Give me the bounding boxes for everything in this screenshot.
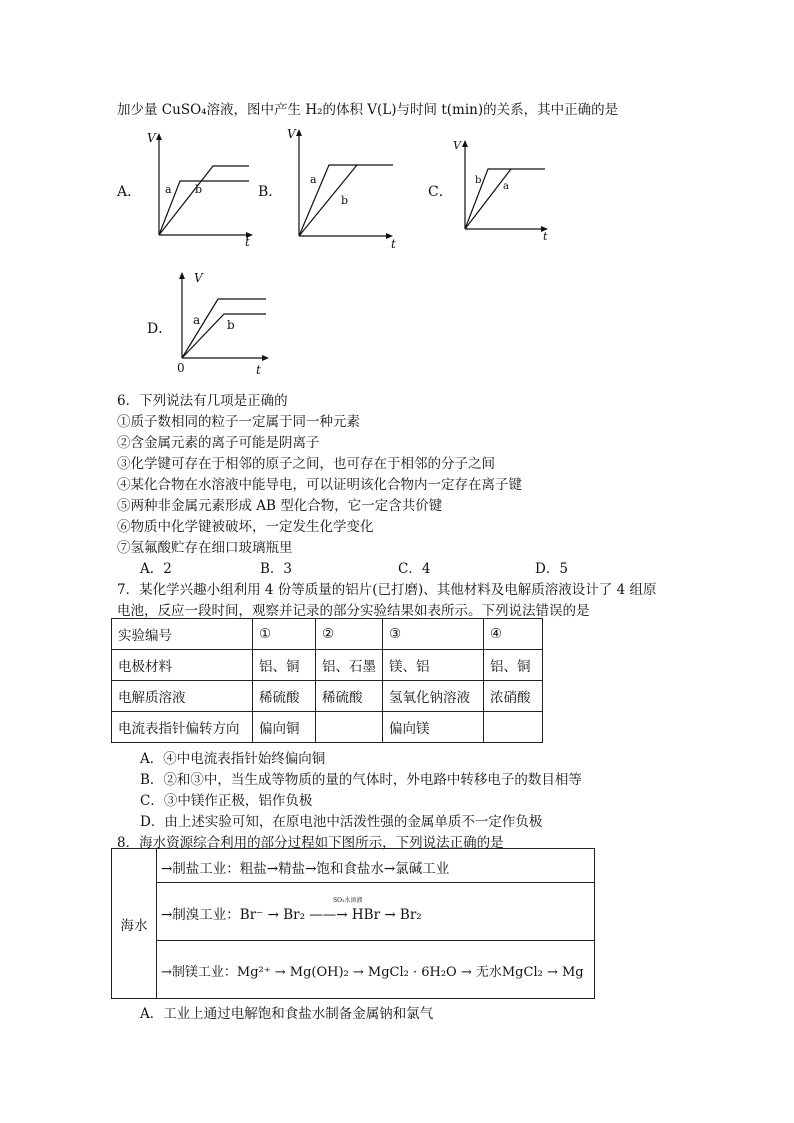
table-cell: ① bbox=[253, 619, 316, 650]
t-axis-label: t bbox=[245, 235, 250, 249]
table-cell: ② bbox=[316, 619, 383, 650]
graph-d bbox=[168, 268, 278, 380]
label-a: a bbox=[165, 183, 172, 196]
choice-b-label: B． bbox=[258, 184, 283, 200]
table-cell: 铝、石墨 bbox=[316, 650, 383, 681]
q7-option-d: D．由上述实验可知，在原电池中活泼性强的金属单质不一定作负极 bbox=[140, 814, 543, 830]
question-intro-line: 加少量 CuSO₄溶液，图中产生 H₂的体积 V(L)与时间 t(min)的关系，其中正确的是 bbox=[117, 102, 619, 118]
choice-c-label: C． bbox=[428, 184, 453, 200]
graph-a bbox=[145, 130, 260, 249]
table-cell: 氢氧化钠溶液 bbox=[383, 681, 484, 712]
label-b: b bbox=[475, 175, 482, 186]
table-row bbox=[112, 681, 543, 712]
line-a bbox=[465, 169, 511, 229]
q6-item: ⑤两种非金属元素形成 AB 型化合物，它一定含共价键 bbox=[117, 498, 443, 514]
seawater-label: 海水 bbox=[112, 849, 157, 998]
q6-item: ④某化合物在水溶液中能导电，可以证明该化合物内一定存在离子键 bbox=[117, 477, 522, 493]
q7-option-b: B．②和③中，当生成等物质的量的气体时，外电路中转移电子的数目相等 bbox=[140, 772, 582, 788]
q7-stem-line2: 电池，反应一段时间，观察并记录的部分实验结果如表所示。下列说法错误的是 bbox=[117, 603, 590, 619]
line-a bbox=[159, 181, 249, 235]
t-axis-label: t bbox=[391, 237, 396, 251]
label-b: b bbox=[341, 194, 349, 207]
salt-industry-row bbox=[157, 849, 594, 883]
t-axis-label: t bbox=[256, 363, 261, 377]
table-cell: 偏向铜 bbox=[253, 712, 316, 743]
table-cell: 浓硝酸 bbox=[484, 681, 543, 712]
q7-option-a: A．④中电流表指针始终偏向铜 bbox=[140, 751, 326, 767]
v-axis-label: V bbox=[453, 139, 461, 152]
q7-stem-line1: 7．某化学兴趣小组利用 4 份等质量的铝片(已打磨)、其他材料及电解质溶液设计了 4 组原 bbox=[117, 582, 657, 598]
table-cell: 电极材料 bbox=[112, 650, 253, 681]
q6-item: ⑦氢氟酸贮存在细口玻璃瓶里 bbox=[117, 540, 293, 556]
seawater-process-diagram bbox=[111, 848, 595, 999]
salt-industry-text: →制盐工业：粗盐→精盐→饱和食盐水→氯碱工业 bbox=[161, 861, 450, 877]
table-cell: 铝、铜 bbox=[253, 650, 316, 681]
table-cell: 铝、铜 bbox=[484, 650, 543, 681]
table-cell: ③ bbox=[383, 619, 484, 650]
table-cell bbox=[316, 712, 383, 743]
q8-stem: 8．海水资源综合利用的部分过程如下图所示，下列说法正确的是 bbox=[117, 835, 504, 851]
table-cell: 稀硫酸 bbox=[316, 681, 383, 712]
q7-results-table bbox=[111, 618, 543, 743]
graph-b bbox=[285, 126, 400, 251]
magnesium-industry-row bbox=[157, 941, 594, 998]
table-row bbox=[112, 712, 543, 743]
q6-item: ①质子数相同的粒子一定属于同一种元素 bbox=[117, 414, 360, 430]
label-b: b bbox=[227, 318, 235, 332]
magnesium-industry-text: →制镁工业：Mg²⁺ → Mg(OH)₂ → MgCl₂ · 6H₂O → 无水MgCl₂ → Mg bbox=[161, 965, 584, 980]
label-b: b bbox=[195, 183, 203, 196]
graph-c bbox=[451, 137, 556, 245]
table-cell: 电流表指针偏转方向 bbox=[112, 712, 253, 743]
table-header-row bbox=[112, 619, 543, 650]
label-a: a bbox=[193, 313, 201, 327]
choice-d-label: D． bbox=[147, 321, 173, 337]
table-cell: 偏向镁 bbox=[383, 712, 484, 743]
table-cell: ④ bbox=[484, 619, 543, 650]
line-b bbox=[299, 165, 357, 236]
q8-option-a: A．工业上通过电解饱和食盐水制备金属钠和氯气 bbox=[140, 1006, 434, 1022]
choice-a-label: A． bbox=[117, 184, 142, 200]
q6-option-a: A．2 bbox=[140, 561, 172, 577]
q6-option-b: B．3 bbox=[260, 561, 293, 577]
q7-option-c: C．③中镁作正极，铝作负极 bbox=[140, 793, 313, 809]
table-cell: 实验编号 bbox=[112, 619, 253, 650]
table-cell: 镁、铝 bbox=[383, 650, 484, 681]
q6-stem: 6．下列说法有几项是正确的 bbox=[117, 393, 288, 409]
label-a: a bbox=[503, 181, 509, 192]
v-axis-label: V bbox=[147, 131, 156, 145]
v-axis-label: V bbox=[194, 271, 203, 285]
table-cell: 电解质溶液 bbox=[112, 681, 253, 712]
bromine-industry-text: →制溴工业：Br⁻ → Br₂ ——→ HBr → Br₂ bbox=[161, 907, 422, 923]
line-a bbox=[182, 299, 266, 358]
q6-item: ③化学键可存在于相邻的原子之间，也可存在于相邻的分子之间 bbox=[117, 456, 495, 472]
table-cell: 稀硫酸 bbox=[253, 681, 316, 712]
bromine-industry-row bbox=[157, 883, 594, 941]
table-row bbox=[112, 650, 543, 681]
q6-item: ⑥物质中化学键被破坏，一定发生化学变化 bbox=[117, 519, 374, 535]
t-axis-label: t bbox=[543, 230, 548, 243]
table-cell bbox=[484, 712, 543, 743]
label-a: a bbox=[310, 173, 317, 186]
q6-option-c: C．4 bbox=[398, 561, 431, 577]
so2-arrow-label: SO₂水溶液 bbox=[333, 897, 363, 904]
v-axis-label: V bbox=[287, 127, 296, 141]
q6-item: ②含金属元素的离子可能是阴离子 bbox=[117, 435, 320, 451]
origin-label: 0 bbox=[177, 361, 185, 375]
q6-option-d: D．5 bbox=[535, 561, 568, 577]
